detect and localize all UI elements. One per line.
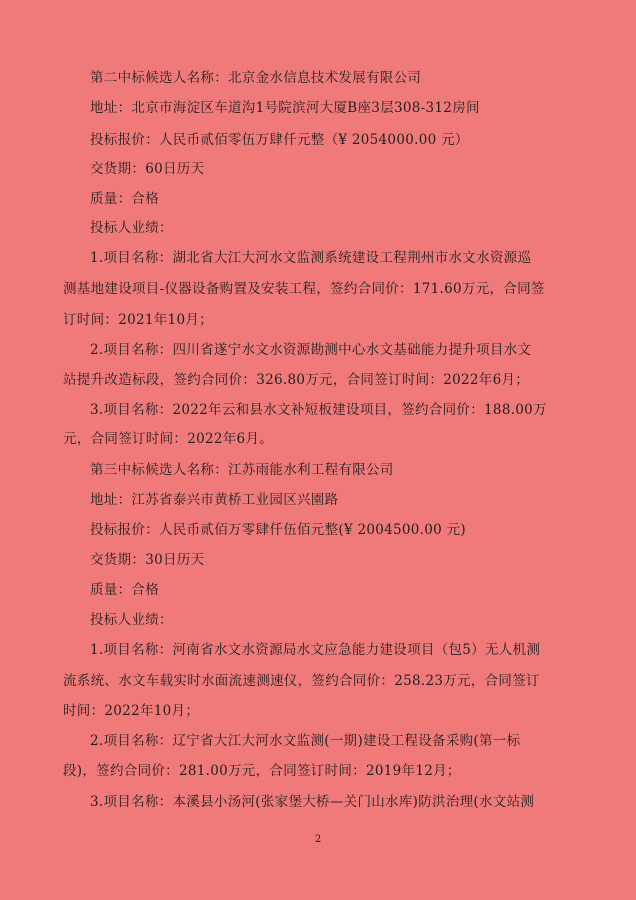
candidate-2-delivery-line: 交货期：60日历天 [90,161,205,177]
candidate-2-project-1-line: 测基地建设项目-仪器设备购置及安装工程，签约合同价：171.60万元，合同签 [63,281,545,297]
candidate-3-address-line: 地址：江苏省泰兴市黄桥工业园区兴園路 [90,492,339,508]
candidate-2-quality-line: 质量：合格 [90,191,159,207]
candidate-2-performance-heading: 投标人业绩： [90,220,173,236]
candidate-3-performance-heading: 投标人业绩： [90,612,173,628]
page-number: 2 [314,834,322,845]
candidate-2-name-line: 第二中标候选人名称：北京金水信息技术发展有限公司 [90,70,422,86]
candidate-3-project-1-line: 流系统、水文车载实时水面流速测速仪，签约合同价：258.23万元，合同签订 [63,673,540,689]
candidate-2-address-line: 地址：北京市海淀区车道沟1号院滨河大厦B座3层308-312房间 [90,100,480,116]
candidate-2-project-1-line: 订时间：2021年10月； [63,312,213,328]
candidate-2-project-2-line: 2.项目名称：四川省遂宁水文水资源勘测中心水文基础能力提升项目水文 [90,342,532,358]
candidate-3-project-1-line: 1.项目名称：河南省水文水资源局水文应急能力建设项目（包5）无人机测 [90,642,541,658]
candidate-2-project-2-line: 站提升改造标段，签约合同价：326.80万元，合同签订时间：2022年6月； [63,372,530,388]
candidate-2-project-3-line: 3.项目名称：2022年云和县水文补短板建设项目，签约合同价：188.00万 [90,402,547,418]
candidate-2-project-1-line: 1.项目名称：湖北省大江大河水文监测系统建设工程荆州市水文水资源巡 [90,250,532,266]
candidate-3-project-2-line: 2.项目名称：辽宁省大江大河水文监测(一期)建设工程设备采购(第一标 [90,733,521,749]
candidate-3-project-3-line: 3.项目名称：本溪县小汤河(张家堡大桥—关门山水库)防洪治理(水文站测 [90,794,535,810]
candidate-3-bid-price-line: 投标报价：人民币贰佰万零肆仟伍佰元整(¥ 2004500.00 元) [90,522,466,538]
candidate-3-name-line: 第三中标候选人名称：江苏雨能水利工程有限公司 [90,462,394,478]
candidate-3-project-1-line: 时间：2022年10月； [63,703,200,719]
candidate-2-bid-price-line: 投标报价：人民币贰佰零伍万肆仟元整（¥ 2054000.00 元） [90,132,469,148]
candidate-3-project-2-line: 段)，签约合同价：281.00万元，合同签订时间：2019年12月； [63,763,461,779]
candidate-3-delivery-line: 交货期：30日历天 [90,552,205,568]
candidate-2-project-3-line: 元，合同签订时间：2022年6月。 [63,431,274,447]
candidate-3-quality-line: 质量：合格 [90,582,159,598]
